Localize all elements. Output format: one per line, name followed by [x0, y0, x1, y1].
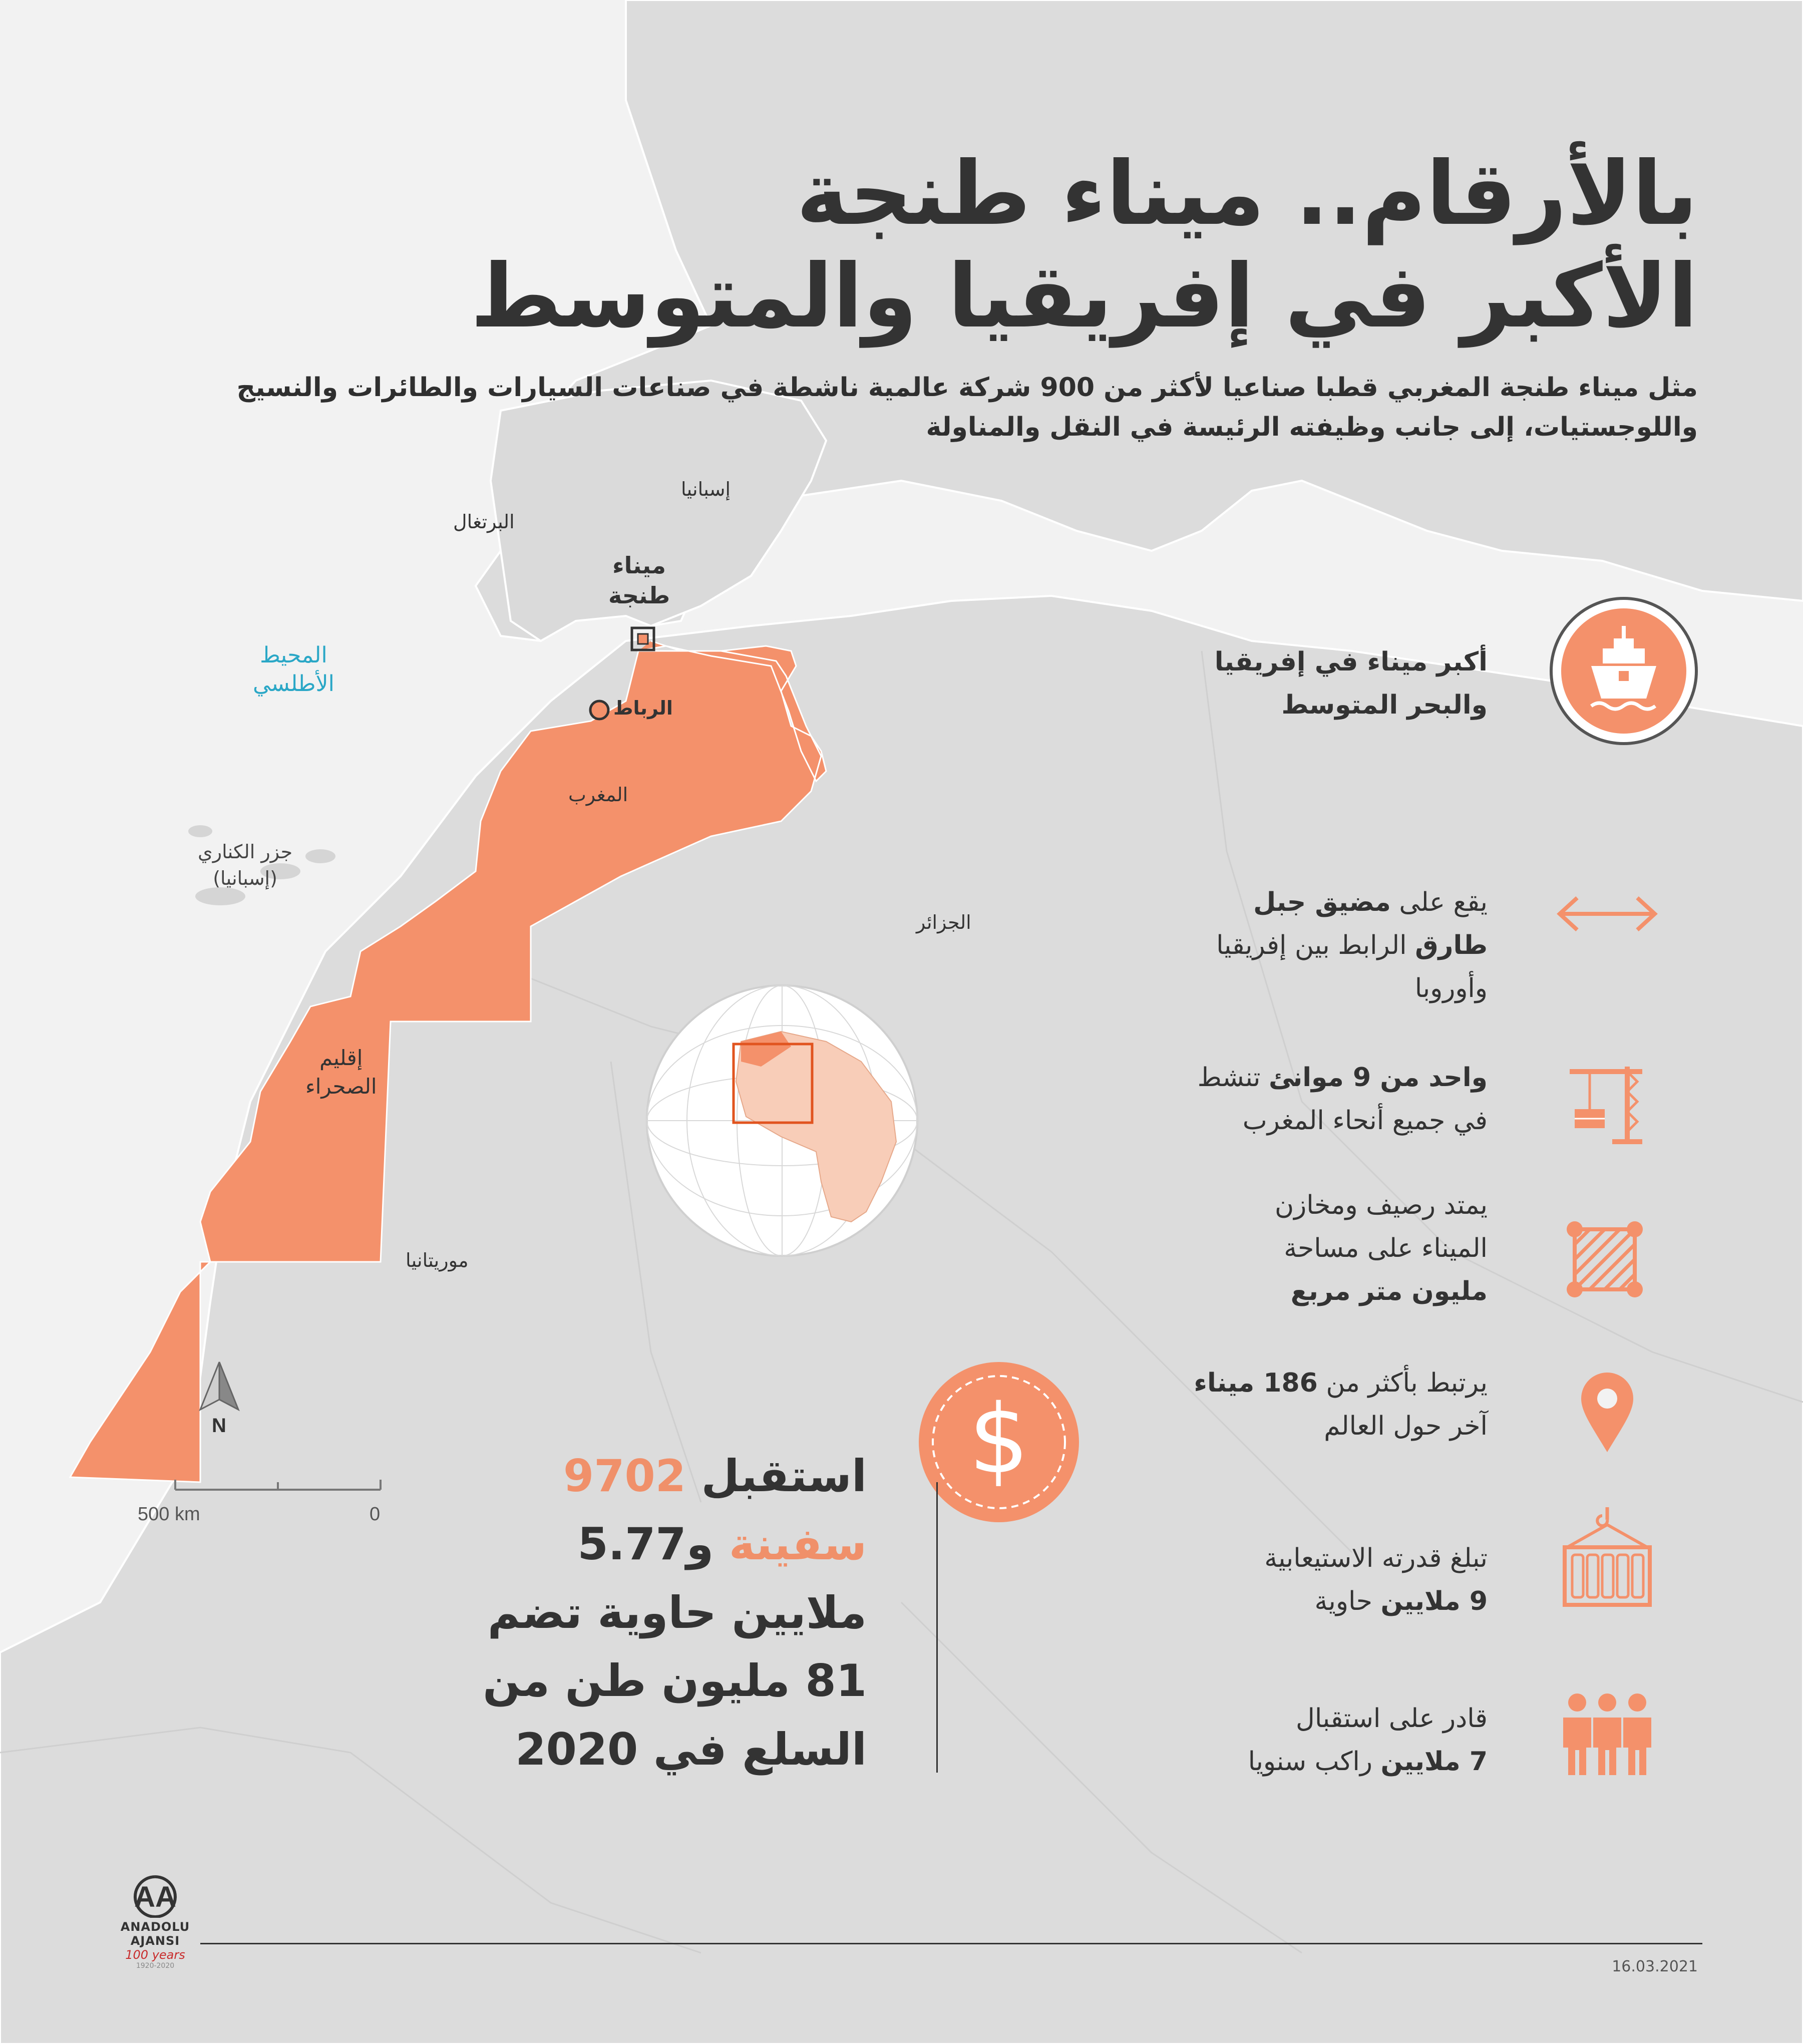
africa-land: [0, 596, 1803, 2044]
stats-line5: السلع في 2020: [515, 1723, 867, 1775]
label-algeria: الجزائر: [916, 911, 971, 933]
fact-passengers-text: راكب سنويا: [1248, 1746, 1381, 1777]
fact-area-line2: الميناء على مساحة: [1284, 1233, 1488, 1263]
fact-passengers-line2: [1248, 1741, 1488, 1784]
stats-ships-count: 9702: [563, 1450, 686, 1502]
globe-inset: [647, 985, 917, 1256]
port-marker-fill: [638, 634, 648, 644]
canary-island: [188, 825, 212, 837]
anniversary-text: 100 years: [125, 1948, 185, 1962]
fact-connections-highlight: 186 ميناء: [1194, 1368, 1318, 1398]
fact-largest-port-line2: والبحر المتوسط: [1281, 690, 1488, 720]
stats-block: [316, 1442, 867, 1784]
fact-strait-highlight-b: طارق: [1415, 930, 1488, 960]
stats-text-ship: سفينة: [729, 1518, 867, 1570]
stats-line2: [316, 1510, 867, 1578]
label-portugal: البرتغال: [453, 511, 515, 533]
label-canary-islands: [198, 839, 292, 892]
fact-connections-line1: [1194, 1362, 1488, 1405]
stats-containers-count: و5.77: [577, 1518, 729, 1570]
fact-area-line3: مليون متر مربع: [1290, 1276, 1488, 1306]
stats-line1: [316, 1442, 867, 1510]
people-icon: [1557, 1690, 1657, 1780]
stats-line4: 81 مليون طن من: [483, 1655, 867, 1707]
fact-passengers: [1248, 1697, 1488, 1784]
area-square-icon: [1560, 1214, 1650, 1304]
fact-connections-line2: آخر حول العالم: [1324, 1411, 1488, 1441]
fact-strait-text-b: الرابط بين إفريقيا: [1216, 930, 1415, 960]
fact-largest-port-line1: أكبر ميناء في إفريقيا: [1214, 647, 1488, 677]
double-arrow-icon: [1552, 889, 1662, 939]
agency-name: ANADOLU AJANSI: [120, 1920, 190, 1948]
location-pin-icon: [1577, 1370, 1637, 1455]
fact-capacity-text: حاوية: [1314, 1586, 1381, 1616]
canary-island: [305, 849, 335, 863]
fact-area: [1275, 1184, 1488, 1313]
port-crane-icon: [1562, 1062, 1647, 1147]
dollar-icon: [914, 1357, 1084, 1527]
fact-nine-ports-line2: في جميع أنحاء المغرب: [1242, 1105, 1488, 1136]
label-tangier-port: [608, 551, 670, 611]
container-icon: [1557, 1505, 1657, 1615]
fact-largest-port: [1215, 641, 1488, 727]
fact-strait-line3: وأوروبا: [1414, 973, 1488, 1003]
fact-strait-text-a: يقع على: [1390, 887, 1488, 917]
scale-label-500km: 500 km: [138, 1504, 200, 1525]
svg-text:$: $: [968, 1384, 1029, 1495]
ship-icon: [1549, 596, 1699, 746]
anniversary-range: 1920-2020: [136, 1962, 175, 1970]
title-line-1: بالأرقام.. ميناء طنجة: [796, 143, 1698, 245]
stats-text-received: استقبل: [685, 1450, 867, 1502]
fact-capacity-line1: تبلغ قدرته الاستيعابية: [1264, 1543, 1488, 1573]
fact-passengers-line1: قادر على استقبال: [1296, 1704, 1488, 1734]
label-sahara: [305, 1044, 377, 1101]
fact-strait-line1: [1216, 881, 1488, 924]
stats-line3: ملايين حاوية تضم: [487, 1586, 867, 1638]
fact-strait-highlight-a: مضيق جبل: [1253, 887, 1391, 917]
footer-divider: [200, 1943, 1702, 1944]
rabat-marker: [590, 701, 608, 719]
label-atlantic-ocean: [253, 641, 334, 698]
label-sahara-line1: إقليم: [319, 1046, 363, 1070]
label-mauritania: موريتانيا: [406, 1249, 469, 1271]
fact-nine-ports-text-a: تنشط: [1197, 1063, 1269, 1093]
label-atlantic-line1: المحيط: [260, 642, 327, 668]
label-canary-line1: جزر الكناري: [198, 841, 293, 863]
fact-nine-ports-line1: [1198, 1057, 1488, 1100]
fact-capacity-line2: [1264, 1580, 1488, 1623]
label-tangier-port-line1: ميناء: [612, 552, 666, 579]
fact-passengers-highlight: 7 ملايين: [1380, 1746, 1488, 1777]
label-sahara-line2: الصحراء: [305, 1074, 377, 1099]
fact-strait-line2: [1216, 924, 1488, 967]
label-canary-line2: (إسبانيا): [213, 867, 277, 890]
fact-connections-text-a: يرتبط بأكثر من: [1317, 1368, 1488, 1398]
fact-capacity-highlight: 9 ملايين: [1380, 1586, 1488, 1616]
title-line-2: الأكبر في إفريقيا والمتوسط: [470, 246, 1698, 348]
agency-logo: [105, 1873, 205, 1970]
fact-nine-ports-highlight: واحد من 9 موانئ: [1269, 1063, 1488, 1093]
logo-mark-text: AA: [134, 1881, 176, 1913]
fact-nine-ports: [1198, 1057, 1488, 1143]
fact-strait: [1216, 881, 1488, 1010]
intro-paragraph: مثل ميناء طنجة المغربي قطبا صناعيا لأكثر من 900 شركة عالمية ناشطة في صناعات السيارات والطائرات والنسيج واللوجستيات، إلى جانب وظيفته الرئيسة في النقل والمناولة: [236, 373, 1698, 443]
label-spain: إسبانيا: [681, 478, 731, 500]
label-tangier-port-line2: طنجة: [608, 581, 670, 609]
fact-area-line1: يمتد رصيف ومخازن: [1274, 1190, 1488, 1220]
aa-logo-icon: [123, 1873, 188, 1918]
label-morocco: المغرب: [568, 784, 628, 806]
stats-divider: [936, 1482, 938, 1773]
label-rabat: الرباط: [613, 697, 673, 719]
fact-capacity: [1264, 1537, 1488, 1623]
publish-date: 16.03.2021: [1612, 1958, 1698, 1975]
scale-label-zero: 0: [370, 1504, 381, 1525]
label-atlantic-line2: الأطلسي: [253, 671, 334, 697]
fact-connections: [1194, 1362, 1488, 1448]
north-label: N: [212, 1415, 226, 1437]
